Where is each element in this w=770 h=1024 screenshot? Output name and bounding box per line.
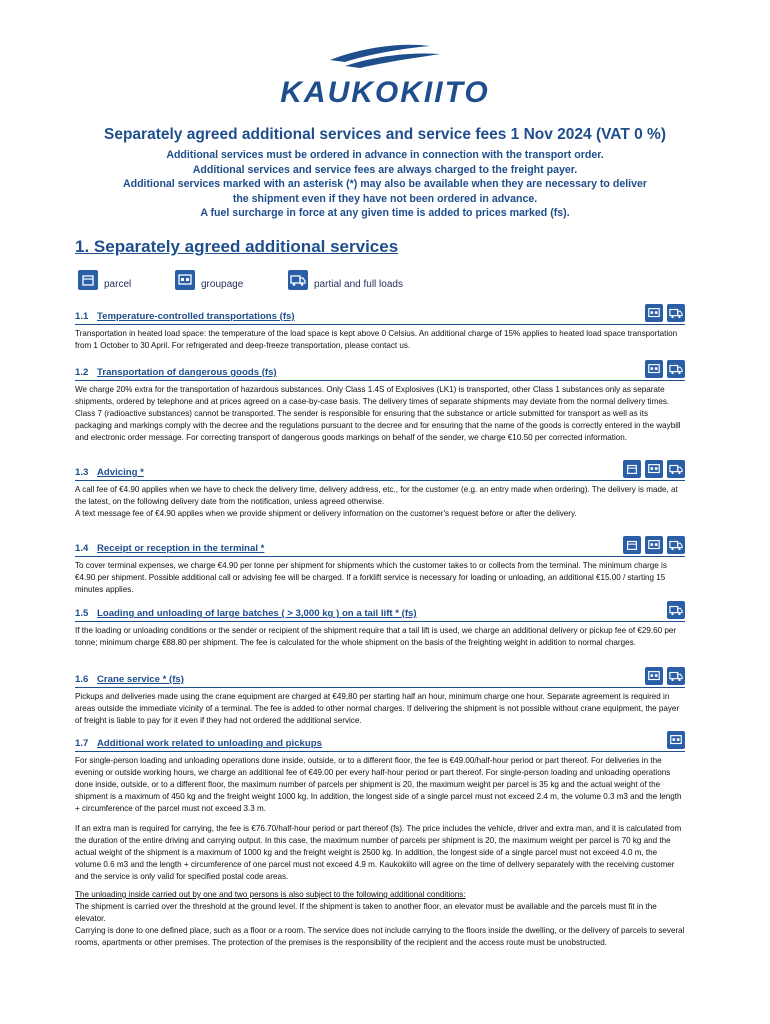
section-number: 1.2 [75,367,89,378]
section-heading [75,733,685,752]
groupage-icon [667,731,685,749]
section-heading [75,462,685,481]
section-1-2 [75,362,685,444]
section-paragraph: A call fee of €4.90 applies when we have to check the delivery time, delivery address, etc., for the customer (e.g. an entry made when ordering). The delivery is made, at the latest, on the following delivery date from the notification, unless agreed otherwise. [75,485,678,506]
section-title: Temperature-controlled transportations (fs) [97,311,295,322]
section-title: Transportation of dangerous goods (fs) [97,367,277,378]
truck-icon [667,360,685,378]
intro-line: Additional services marked with an asterisk (*) may also be available when they are necessary to deliver [122,178,648,191]
section-heading [75,306,685,325]
groupage-icon [175,270,195,290]
section-1-7 [75,733,685,949]
truck-icon [667,667,685,685]
section-title: Additional work related to unloading and pickups [97,738,322,749]
section-1-6 [75,669,685,727]
groupage-icon [645,667,663,685]
section-number: 1.6 [75,674,89,685]
truck-icon [667,536,685,554]
truck-icon [667,460,685,478]
section-paragraph: A text message fee of €4.90 applies when we provide shipment or delivery information on the customer's request before or after the delivery. [75,509,577,518]
section-body [75,755,685,949]
intro-text [60,148,710,221]
section-service-icons [623,460,685,478]
section-body [75,560,685,596]
section-title: Receipt or reception in the terminal * [97,543,265,554]
legend-groupage-label: groupage [201,279,244,290]
document-title: Separately agreed additional services and service fees 1 Nov 2024 (VAT 0 %) [104,126,666,143]
section-heading [75,669,685,688]
section-number: 1.1 [75,311,89,322]
truck-icon [667,304,685,322]
section-service-icons [645,304,685,322]
section-title: Crane service * (fs) [97,674,184,685]
section-number: 1.3 [75,467,89,478]
section-number: 1.4 [75,543,89,554]
section-service-icons [645,360,685,378]
groupage-icon [645,360,663,378]
parcel-icon [623,460,641,478]
legend-loads-label: partial and full loads [314,279,403,290]
section-body [75,384,685,444]
section-paragraph: If the loading or unloading conditions or the sender or recipient of the shipment require that a tail lift is used, we charge an additional delivery or pickup fee of €29.60 per tonne; minimum charge €88.80 per shipment. The fee is calculated for the whole shipment on the basis of the freighting weight in addition to normal charges. [75,626,677,647]
section-heading [75,362,685,381]
legend-groupage [175,270,243,290]
section-number: 1.7 [75,738,89,749]
section-paragraph: For single-person loading and unloading operations done inside, outside, or to a different floor, the fee is €49.00/half-hour period or part thereof. For deliveries in the evening or outside working hours, we charge an additional fee of €49.00 per every half-hour period or part thereof. For single-person loading and unloading operations done inside, outside, or to a different floor, the maximum number of parcels per shipment is 20, the maximum weight per parcel is 35 kg and the actual weight of the shipment is a maximum of 450 kg and the freight weight 1000 kg. In addition, the longest side of a single parcel must not exceed 2.4 m, the volume 0.3 m3 and the length + circumference of the parcel must not exceed 3.3 m. [75,756,682,813]
legend-parcel-label: parcel [104,279,132,290]
section-body [75,484,685,520]
condition-item: Carrying is done to one defined place, such as a floor or a room. The service does not include carrying to the floors inside the dwelling, or the delivery of parcels to several rooms, apartments or other premises. The protection of the premises is the responsibility of the recipient and the access route must be unobstructed. [75,926,685,947]
section-1-3 [75,462,685,520]
section-service-icons [645,667,685,685]
kaukokiito-logo [0,42,770,112]
section-number: 1.5 [75,608,89,619]
groupage-icon [645,536,663,554]
section-body [75,625,685,649]
section-1-4 [75,538,685,596]
section-body [75,691,685,727]
legend-loads [288,270,403,290]
truck-icon [288,270,308,290]
section-heading [75,603,685,622]
parcel-icon [78,270,98,290]
groupage-icon [645,460,663,478]
conditions-heading: The unloading inside carried out by one and two persons is also subject to the following additional conditions: [75,890,466,899]
section-service-icons [623,536,685,554]
section-paragraph: We charge 20% extra for the transportation of hazardous substances. Only Class 1.4S of Explosives (LK1) is transported, other Class 1 substances only as separate shipments, ordered by telephone and at prices agreed on a case-by-case basis. The delivery times of separate shipments may deviate from the normal delivery times. Class 7 (radioactive substances) cannot be transported. The sender is responsible for ensuring that the substance or article submitted for transport as well as its packaging and markings comply with the decree and the regulations pursuant to the decree and for ensuring that the name of the goods is correctly entered in the waybill and electronic order message. For correcting transport of dangerous goods markings on behalf of the sender, we charge €10.50 per corrected information. [75,385,681,442]
logo-wordmark: KAUKOKIITO [280,76,490,109]
intro-line: A fuel surcharge in force at any given time is added to prices marked (fs). [200,207,570,220]
truck-icon [667,601,685,619]
parcel-icon [623,536,641,554]
section-heading [75,538,685,557]
section-service-icons [667,601,685,619]
groupage-icon [645,304,663,322]
intro-line: Additional services must be ordered in advance in connection with the transport order. [166,149,604,161]
section-title: Loading and unloading of large batches ( > 3,000 kg ) on a tail lift * (fs) [97,608,417,619]
main-heading: 1. Separately agreed additional services [75,237,399,256]
section-paragraph: Pickups and deliveries made using the crane equipment are charged at €49,80 per starting half an hour, minimum charge one hour. Separate agreement is required in areas outside the immediate vicinity of a terminal. The fee is added to other normal charges. If delivering the shipment is not possible without crane equipment, the payer of freight is liable to pay for it even if they had not ordered the additional service. [75,692,680,725]
intro-line: Additional services and service fees are always charged to the freight payer. [192,163,578,176]
legend-parcel [78,270,131,290]
section-paragraph: If an extra man is required for carrying, the fee is €76.70/half-hour period or part thereof (fs). The price includes the vehicle, driver and extra man, and it is calculated from the duration of the entire driving and carrying output. In this case, the maximum number of parcels per shipment is 20, the maximum weight per parcel is 70 kg and the actual weight of the shipment is a maximum of 1000 kg and the freight weight is 2500 kg. In addition, the longest side of a single parcel must not exceed 4.0 m, the volume 0.6 m3 and the length + circumference of one parcel must not exceed 4.9 m. Kaukokiito will agree on the time of delivery separately with the receiving customer and the service is only valid for specified postal code areas. [75,824,682,881]
condition-item: The shipment is carried over the threshold at the ground level. If the shipment is taken to another floor, an elevator must be available and the parcels must fit in the elevator. [75,902,657,923]
intro-line: the shipment even if they have not been ordered in advance. [232,192,538,205]
section-paragraph: To cover terminal expenses, we charge €4.90 per tonne per shipment for shipments which the customer takes to or collects from the terminal. The minimum charge is €4.90 per shipment. Possible additional call or advising fee will be charged. If a forklift service is necessary for loading or unloading, an additional €15.00 / starting 15 minutes applies. [75,561,667,594]
section-1-1 [75,306,685,352]
section-paragraph: Transportation in heated load space: the temperature of the load space is kept above 0 Celsius. An additional charge of 15% applies to heated load space transportation from 1 October to 30 April. For refrigerated and deep-freeze transportation, please contact us. [75,329,678,350]
section-service-icons [667,731,685,749]
section-body [75,328,685,352]
section-1-5 [75,603,685,649]
section-title: Advicing * [97,467,144,478]
